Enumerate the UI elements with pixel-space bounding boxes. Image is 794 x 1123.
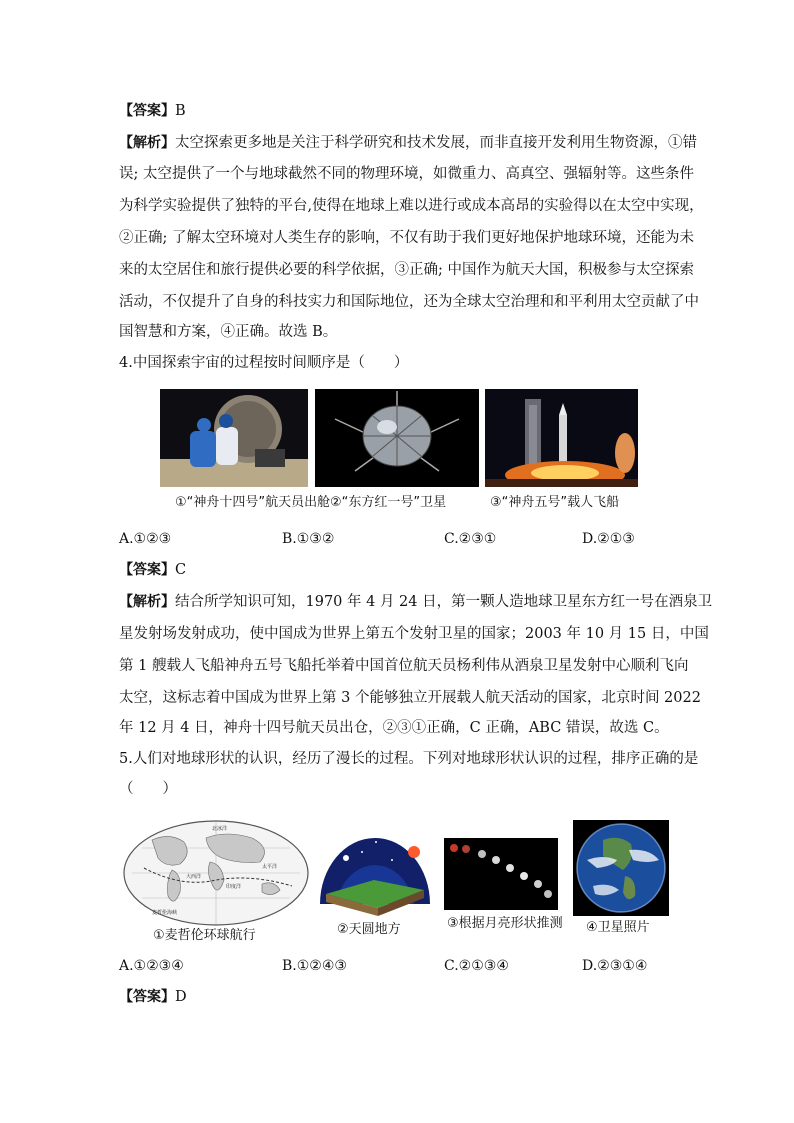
- q4-question: 4.中国探索宇宙的过程按时间顺序是（ ）: [119, 355, 409, 371]
- q4-analysis-line-1: 【解析】结合所学知识可知，1970 年 4 月 24 日，第一颗人造地球卫星东方红一号在酒泉卫: [119, 594, 713, 610]
- q5-option-a: A.①②③④: [119, 958, 184, 974]
- answer-tag: 【答案】: [119, 103, 175, 119]
- q4-answer-line: [119, 560, 186, 580]
- q3-analysis-line-3: 为科学实验提供了独特的平台,使得在地球上难以进行或成本高昂的实验得以在太空中实现，: [119, 198, 704, 214]
- q4-option-c: C.②③①: [444, 531, 497, 547]
- caption-magellan: ①麦哲伦环球航行: [153, 928, 256, 943]
- answer-value: C: [175, 562, 187, 578]
- lunar-eclipse-image: [444, 838, 558, 910]
- caption-moon-shape: ③根据月亮形状推测: [447, 916, 563, 931]
- caption-dongfanghong: ②“东方红一号”卫星: [330, 495, 447, 510]
- q5-question-line-2: （ ）: [119, 781, 177, 797]
- q4-analysis-line-4: 太空，这标志着中国成为世界上第 3 个能够独立开展载人航天活动的国家，北京时间 2022: [119, 690, 701, 706]
- q5-option-b: B.①②④③: [282, 958, 347, 974]
- caption-astronaut-exit: ①“神舟十四号”航天员出舱: [175, 495, 331, 510]
- q3-analysis-line-2: 误; 太空提供了一个与地球截然不同的物理环境，如微重力、高真空、强辐射等。这些条件: [119, 166, 694, 182]
- q3-analysis-line-4: ②正确; 了解太空环境对人类生存的影响，不仅有助于我们更好地保护地球环境，还能为未: [119, 230, 694, 246]
- q3-analysis-line-5: 来的太空居住和旅行提供必要的科学依据，③正确; 中国作为航天大国，积极参与太空探索: [119, 262, 694, 278]
- q4-analysis-line-5: 年 12 月 4 日，神舟十四号航天员出仓，②③①正确，C 正确，ABC 错误，故选 C。: [119, 720, 669, 736]
- caption-satellite-photo: ④卫星照片: [586, 920, 650, 935]
- q4-option-b: B.①③②: [282, 531, 335, 547]
- analysis-tag: 【解析】: [119, 135, 175, 151]
- map-label-pacific: 太平洋: [262, 864, 278, 870]
- answer-tag: 【答案】: [119, 989, 175, 1005]
- shenzhou5-launch-photo: [485, 389, 638, 487]
- world-map-image: [122, 818, 310, 928]
- q5-option-c: C.②①③④: [444, 958, 509, 974]
- q3-analysis-line-1: 【解析】太空探索更多地是关注于科学研究和技术发展，而非直接开发利用生物资源，①错: [119, 135, 697, 151]
- map-label-arctic: 北冰洋: [212, 826, 228, 832]
- q5-option-d: D.②③①④: [582, 958, 648, 974]
- answer-tag: 【答案】: [119, 562, 175, 578]
- q3-analysis-line-7: 国智慧和方案，④正确。故选 B。: [119, 324, 338, 340]
- q3-analysis-line-6: 活动，不仅提升了自身的科技实力和国际地位，还为全球太空治理和和平利用太空贡献了中: [119, 294, 699, 310]
- map-label-indian: 印度洋: [226, 884, 242, 890]
- caption-round-sky: ②天圆地方: [337, 922, 401, 937]
- q4-analysis-line-3: 第 1 艘载人飞船神舟五号飞船托举着中国首位航天员杨利伟从酒泉卫星发射中心顺利飞向: [119, 658, 689, 674]
- astronaut-exit-photo: [160, 389, 308, 487]
- q4-option-a: A.①②③: [119, 531, 172, 547]
- analysis-tag: 【解析】: [119, 594, 175, 610]
- q5-question-line-1: 5.人们对地球形状的认识，经历了漫长的过程。下列对地球形状认识的过程，排序正确的是: [119, 751, 699, 767]
- q4-option-d: D.②①③: [582, 531, 635, 547]
- q5-answer-line: [119, 987, 187, 1007]
- round-sky-square-earth-image: [316, 830, 434, 918]
- q3-answer-line: [119, 101, 186, 121]
- caption-shenzhou5: ③“神舟五号”载人飞船: [490, 495, 620, 510]
- answer-value: D: [175, 989, 187, 1005]
- map-label-strait: 麦哲伦海峡: [152, 910, 178, 916]
- satellite-earth-image: [573, 820, 669, 916]
- answer-value: B: [175, 103, 186, 119]
- q4-analysis-line-2: 星发射场发射成功，使中国成为世界上第五个发射卫星的国家；2003 年 10 月 15 日，中国: [119, 626, 709, 642]
- dongfanghong-satellite-photo: [315, 389, 479, 487]
- map-label-atlantic: 大西洋: [186, 874, 202, 880]
